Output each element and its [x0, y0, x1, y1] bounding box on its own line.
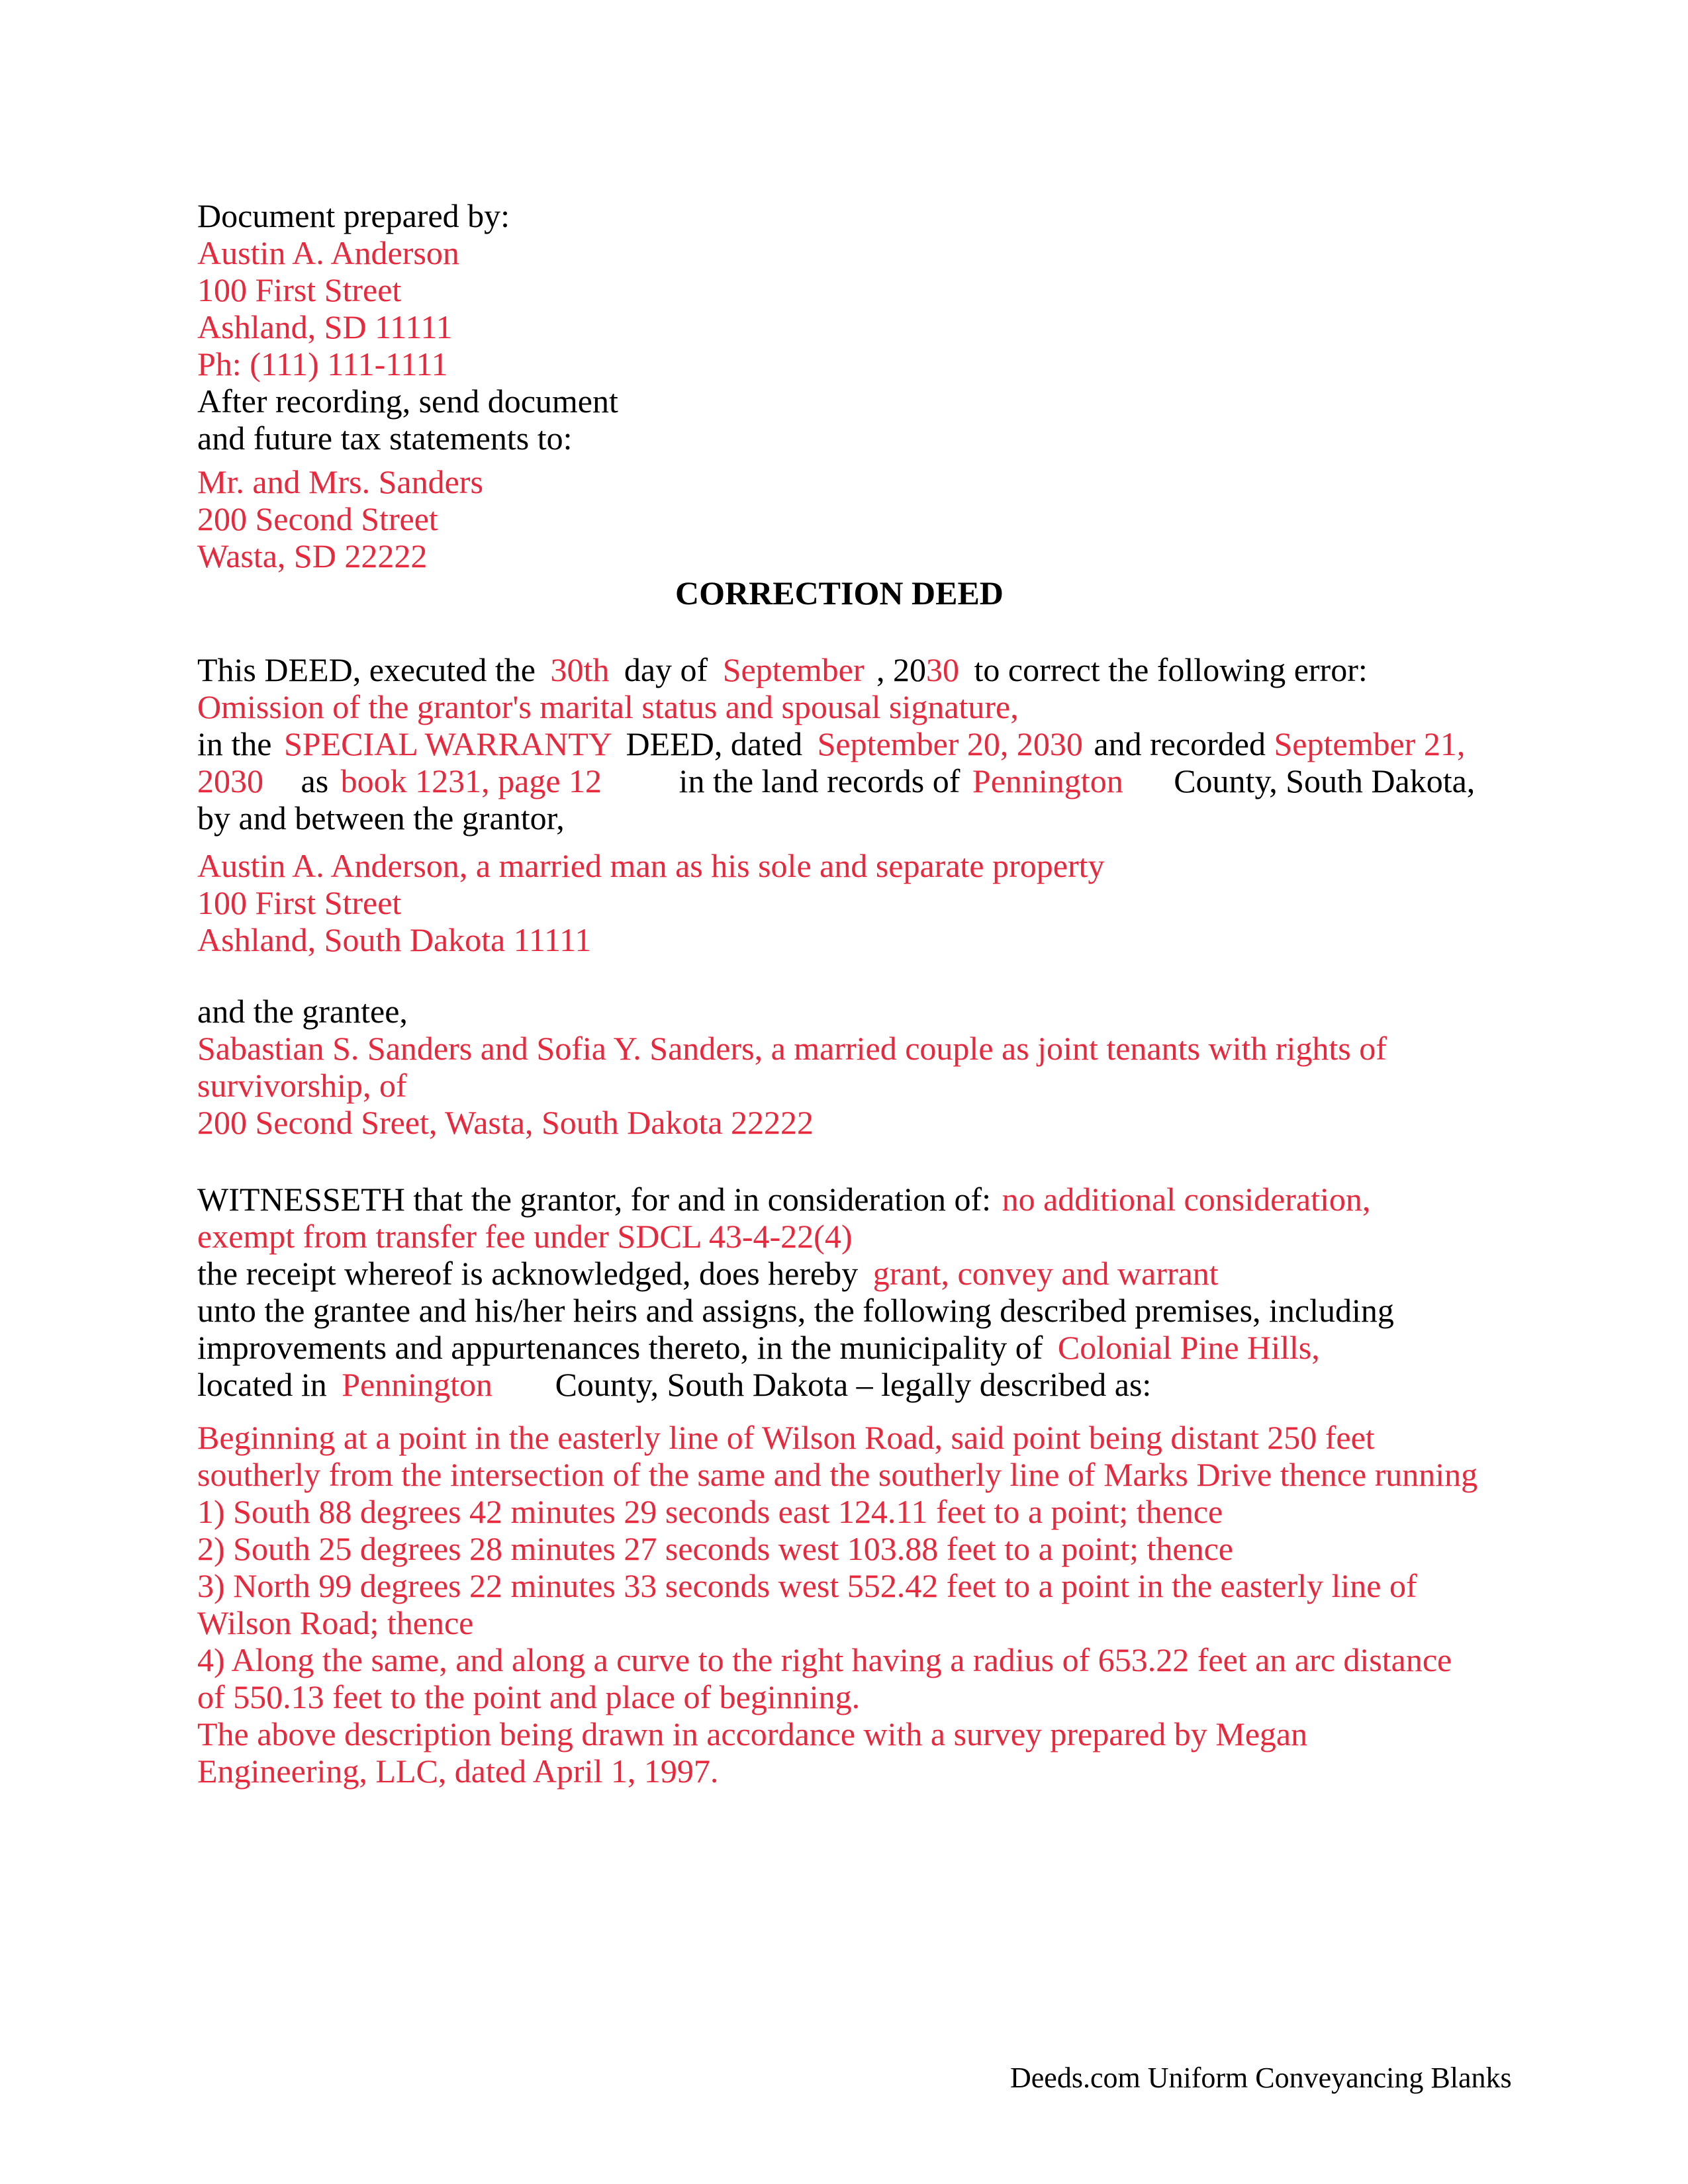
- correction-error: Omission of the grantor's marital status and spousal signature,: [197, 688, 1019, 725]
- witnesseth-line3: [197, 1255, 1394, 1292]
- preparer-heading: Document prepared by:: [197, 197, 510, 234]
- consideration-line1: no additional consideration,: [1002, 1181, 1371, 1218]
- recorded-date-part2: 2030: [197, 762, 263, 799]
- grant-words: grant, convey and warrant: [872, 1255, 1219, 1292]
- execution-text7: and recorded: [1094, 725, 1266, 762]
- return-street: 200 Second Street: [197, 500, 438, 537]
- original-deed-date: September 20, 2030: [817, 725, 1083, 762]
- legal-line: 1) South 88 degrees 42 minutes 29 seconds east 124.11 feet to a point; thence: [197, 1493, 1223, 1530]
- execution-line4: [197, 762, 1475, 799]
- execution-county: Pennington: [972, 762, 1123, 799]
- legal-line: Engineering, LLC, dated April 1, 1997.: [197, 1752, 719, 1790]
- grantee-line3: 200 Second Sreet, Wasta, South Dakota 22222: [197, 1104, 814, 1141]
- execution-text8: as: [301, 762, 329, 799]
- preparer-street: 100 First Street: [197, 271, 402, 308]
- grantor-line1: Austin A. Anderson, a married man as his sole and separate property: [197, 847, 1105, 884]
- preparer-phone: Ph: (111) 111-1111: [197, 345, 448, 383]
- execution-text4: to correct the following error:: [974, 651, 1368, 688]
- execution-line3: [197, 725, 1475, 762]
- return-name: Mr. and Mrs. Sanders: [197, 463, 483, 500]
- legal-line: 3) North 99 degrees 22 minutes 33 seconds west 552.42 feet to a point in the easterly line of: [197, 1567, 1417, 1604]
- deed-title: CORRECTION DEED: [675, 574, 1004, 612]
- return-city: Wasta, SD 22222: [197, 537, 428, 574]
- execution-line1: [197, 651, 1475, 688]
- execution-text10: County, South Dakota,: [1174, 762, 1476, 799]
- grantee-line1: Sabastian S. Sanders and Sofia Y. Sanders, a married couple as joint tenants with rights of: [197, 1030, 1387, 1067]
- execution-text2: day of: [624, 651, 708, 688]
- grantor-line3: Ashland, South Dakota 11111: [197, 921, 592, 958]
- witnesseth-text3: unto the grantee and his/her heirs and assigns, the following described premises, including: [197, 1292, 1394, 1329]
- municipality: Colonial Pine Hills,: [1057, 1329, 1320, 1366]
- execution-text6: DEED, dated: [626, 725, 803, 762]
- execution-text9: in the land records of: [679, 762, 961, 799]
- witnesseth-text1: WITNESSETH that the grantor, for and in consideration of:: [197, 1181, 992, 1218]
- legal-line: of 550.13 feet to the point and place of beginning.: [197, 1678, 861, 1715]
- preparer-city: Ashland, SD 11111: [197, 308, 453, 345]
- consideration-line2: exempt from transfer fee under SDCL 43-4-22(4): [197, 1218, 853, 1255]
- return-heading-line1: After recording, send document: [197, 383, 618, 420]
- witnesseth-text5: located in: [197, 1366, 327, 1403]
- execution-year-suffix: 30: [926, 651, 960, 688]
- execution-text5: in the: [197, 725, 272, 762]
- grantor-block: [197, 847, 1104, 958]
- witnesseth-text4: improvements and appurtenances thereto, in the municipality of: [197, 1329, 1043, 1366]
- execution-text1: This DEED, executed the: [197, 651, 536, 688]
- legal-description: [197, 1419, 1477, 1790]
- legal-line: The above description being drawn in accordance with a survey prepared by Megan: [197, 1715, 1308, 1752]
- recorded-date-part1: September 21,: [1274, 725, 1466, 762]
- legal-line: 2) South 25 degrees 28 minutes 27 seconds west 103.88 feet to a point; thence: [197, 1530, 1233, 1567]
- return-to-block: [197, 463, 483, 574]
- legal-line: southerly from the intersection of the same and the southerly line of Marks Drive thence running: [197, 1456, 1478, 1493]
- witnesseth-county: Pennington: [342, 1366, 493, 1403]
- book-page: book 1231, page 12: [340, 762, 602, 799]
- witnesseth-line6: [197, 1366, 1394, 1403]
- execution-paragraph: [197, 651, 1475, 837]
- footer: Deeds.com Uniform Conveyancing Blanks: [1010, 2062, 1512, 2094]
- grantee-block: [197, 993, 1387, 1141]
- witnesseth-paragraph: [197, 1181, 1394, 1403]
- grantor-line2: 100 First Street: [197, 884, 402, 921]
- witnesseth-line1: [197, 1181, 1394, 1218]
- execution-day: 30th: [550, 651, 610, 688]
- legal-line: Beginning at a point in the easterly line of Wilson Road, said point being distant 250 feet: [197, 1419, 1375, 1456]
- witnesseth-text6: County, South Dakota – legally described as:: [555, 1366, 1152, 1403]
- grantee-heading: and the grantee,: [197, 993, 408, 1030]
- execution-text11: by and between the grantor,: [197, 799, 565, 837]
- legal-line: 4) Along the same, and along a curve to the right having a radius of 653.22 feet an arc distance: [197, 1641, 1452, 1678]
- return-heading-line2: and future tax statements to:: [197, 420, 573, 457]
- preparer-block: [197, 197, 618, 457]
- preparer-name: Austin A. Anderson: [197, 234, 459, 271]
- execution-text3: , 20: [876, 651, 927, 688]
- witnesseth-line5: [197, 1329, 1394, 1366]
- witnesseth-text2: the receipt whereof is acknowledged, does hereby: [197, 1255, 859, 1292]
- execution-month: September: [722, 651, 865, 688]
- grantee-line2: survivorship, of: [197, 1067, 407, 1104]
- legal-line: Wilson Road; thence: [197, 1604, 474, 1641]
- deed-type: SPECIAL WARRANTY: [283, 725, 612, 762]
